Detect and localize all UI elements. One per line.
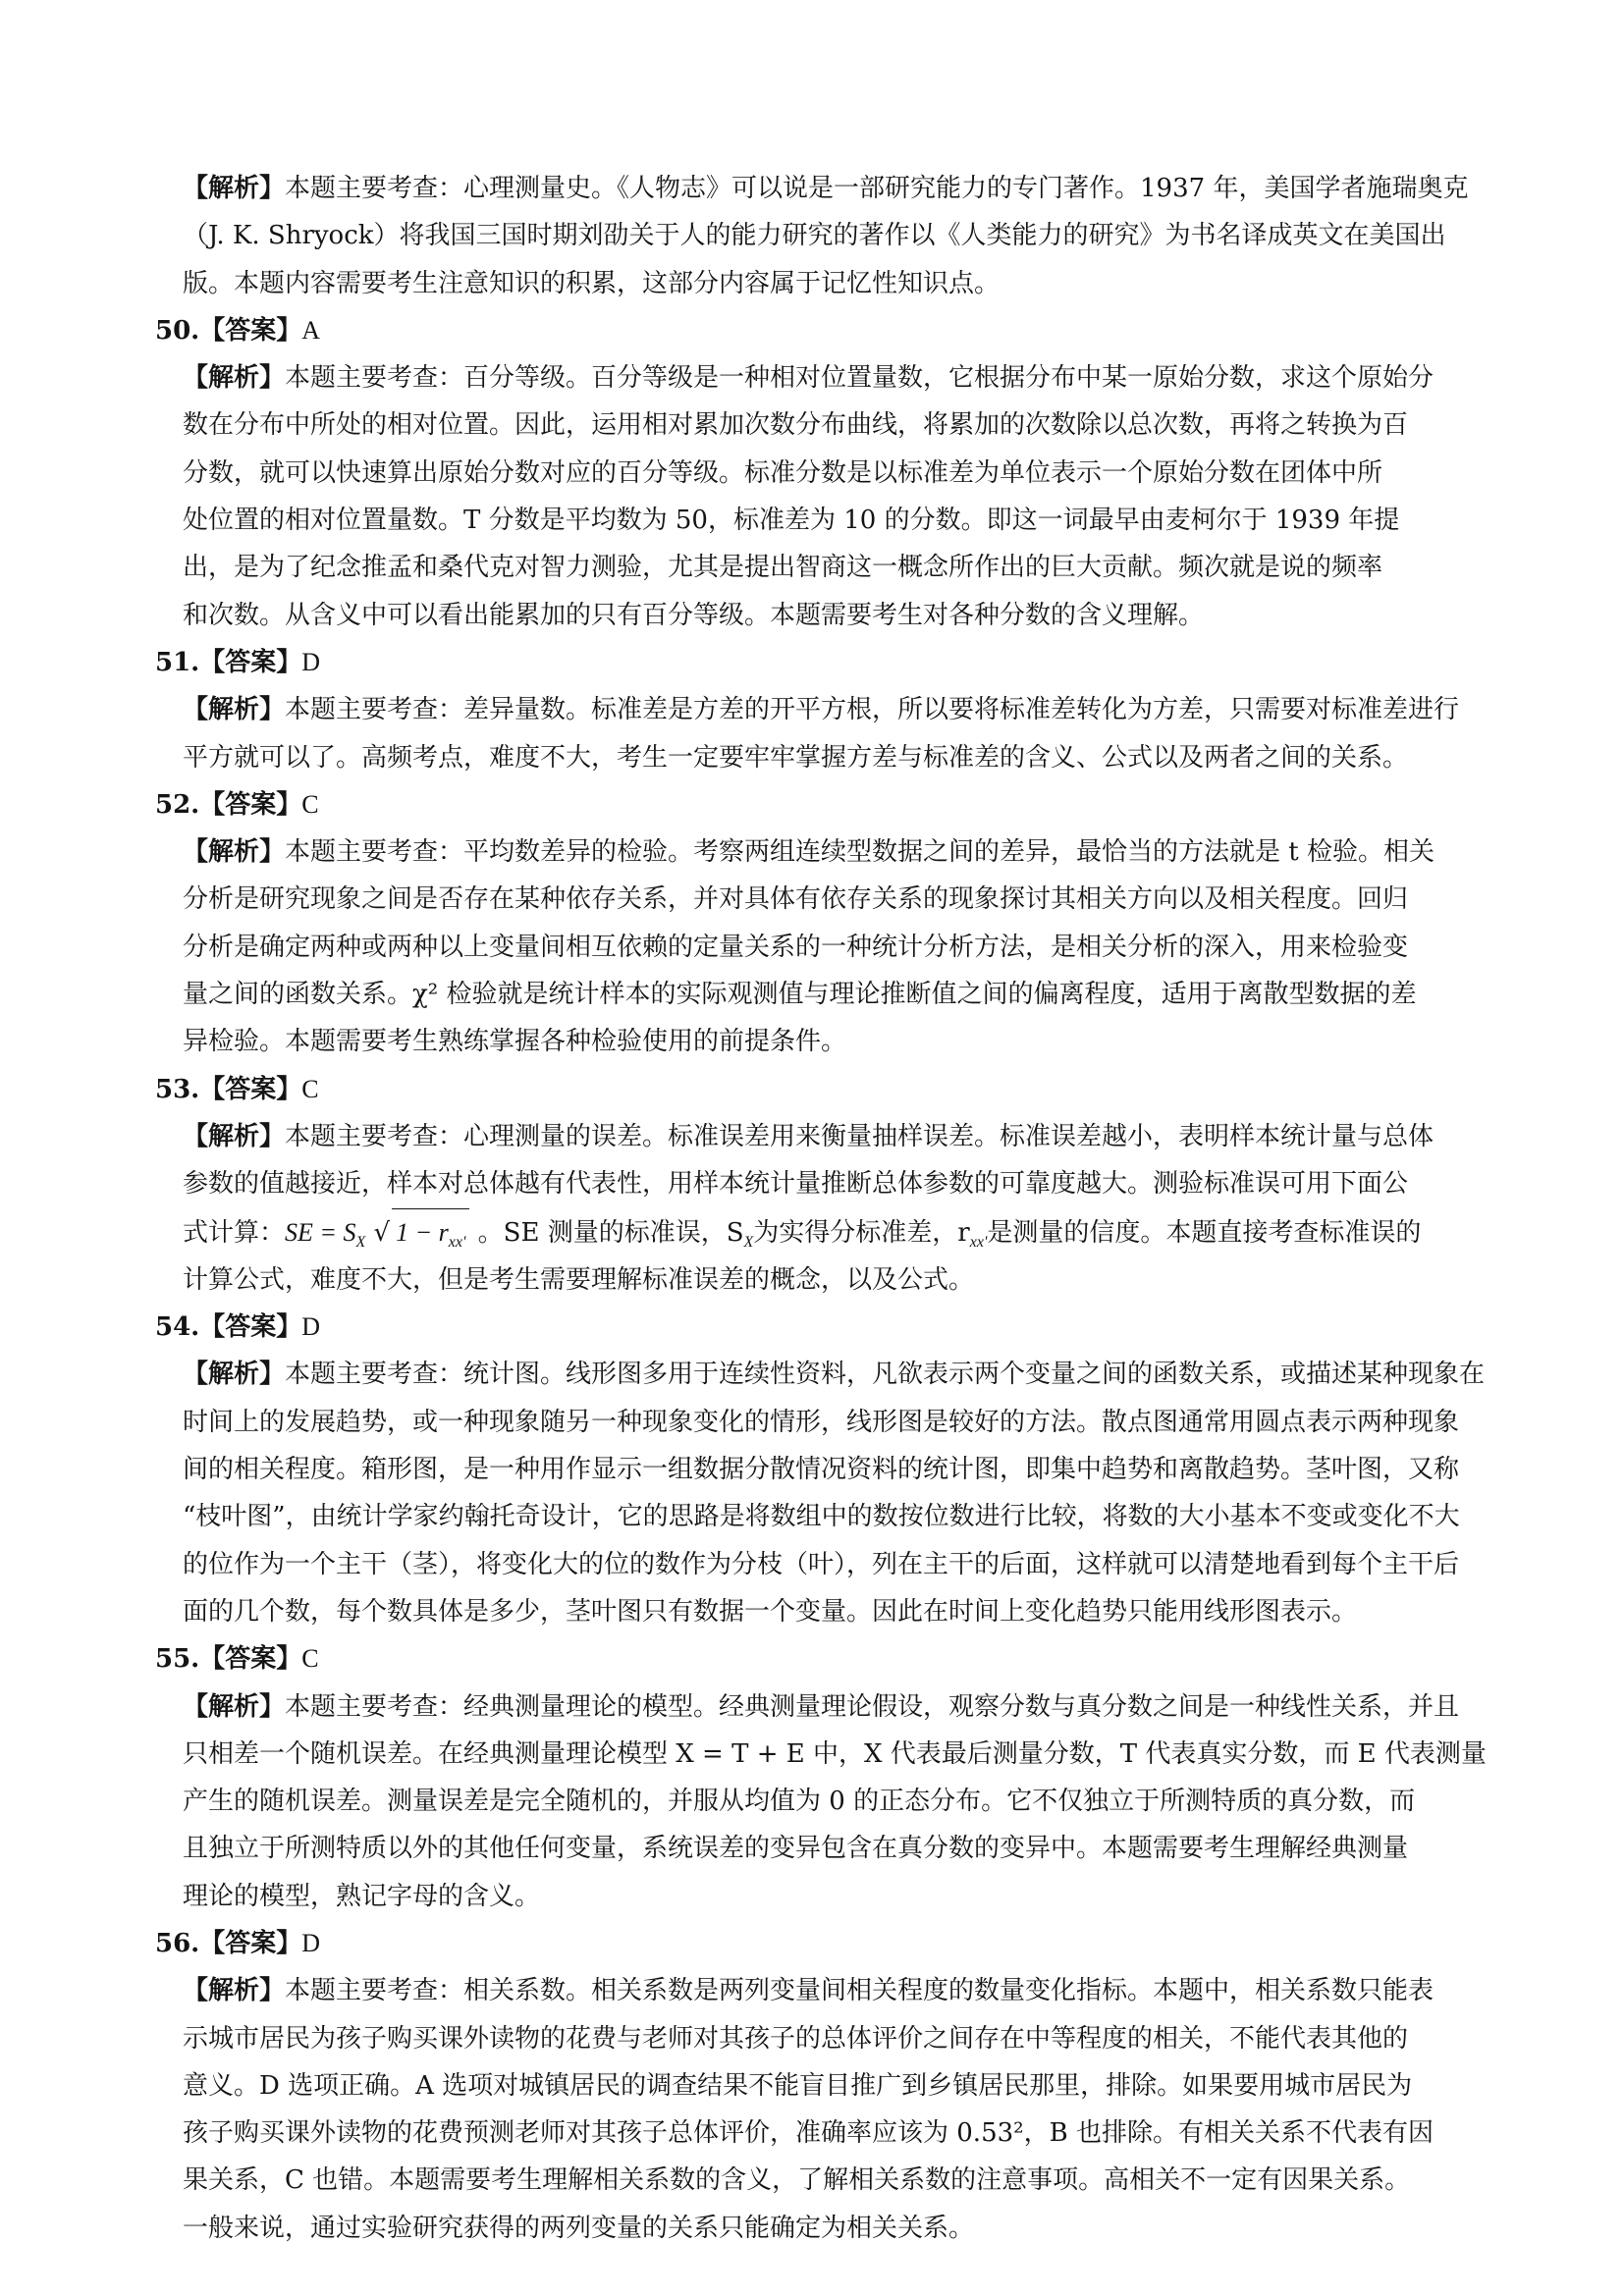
explanation-line (183, 1256, 1538, 1304)
explanation-label: 【解析】 (183, 1360, 286, 1390)
explanation-label: 【解析】 (183, 1121, 286, 1151)
explanation-line (183, 686, 1538, 733)
explanation-line (183, 1160, 1538, 1207)
explanation-line (183, 1825, 1538, 1872)
explanation-text: 本题主要考查：差异量数。标准差是方差的开平方根，所以要将标准差转化为方差，只需要对标准差进行 (285, 695, 1460, 725)
explanation-text: 计算公式，难度不大，但是考生需要理解标准误差的概念，以及公式。 (183, 1264, 975, 1295)
formula-suffix2-sub: xx' (969, 1233, 988, 1251)
explanation-text: 异检验。本题需要考生熟练掌握各种检验使用的前提条件。 (183, 1027, 847, 1057)
explanation-text: 本题主要考查：经典测量理论的模型。经典测量理论假设，观察分数与真分数之间是一种线性关系，并且 (285, 1691, 1460, 1722)
explanation-line (183, 2205, 1538, 2252)
explanation-text: 本题主要考查：相关系数。相关系数是两列变量间相关程度的数量变化指标。本题中，相关系数只能表 (285, 1976, 1435, 2006)
explanation-text: 的位作为一个主干（茎），将变化大的位的数作为分枝（叶），列在主干的后面，这样就可以清楚地看到每个主干后 (183, 1549, 1460, 1579)
answer-label: 50.【答案】 (155, 315, 302, 346)
explanation-line (183, 734, 1538, 781)
explanation-line (183, 401, 1538, 449)
explanation-label: 【解析】 (183, 1691, 286, 1722)
explanation-text: 本题主要考查：平均数差异的检验。考察两组连续型数据之间的差异，最恰当的方法就是 t 检验。相关 (285, 837, 1435, 868)
explanation-line (183, 1588, 1538, 1635)
explanation-line (183, 924, 1538, 971)
explanation-text: 本题主要考查：心理测量的误差。标准误差用来衡量抽样误差。标准误差越小，表明样本统计量与总体 (285, 1121, 1435, 1151)
answer-label: 51.【答案】 (155, 647, 302, 677)
explanation-text: 本题主要考查：统计图。线形图多用于连续性资料，凡欲表示两个变量之间的函数关系，或描述某种现象在 (285, 1360, 1486, 1390)
explanation-text: 示城市居民为孩子购买课外读物的花费与老师对其孩子的总体评价之间存在中等程度的相关，不能代表其他的 (183, 2023, 1409, 2054)
explanation-text: 版。本题内容需要考生注意知识的积累，这部分内容属于记忆性知识点。 (183, 268, 1001, 298)
explanation-line (183, 354, 1538, 401)
explanation-line (183, 497, 1538, 544)
explanation-line (183, 876, 1538, 923)
explanation-line (183, 1873, 1538, 1920)
answer-value: D (301, 647, 321, 676)
formula-suffix-sub: X (743, 1233, 754, 1251)
formula-sub: X (355, 1233, 366, 1251)
answer-value: C (301, 789, 319, 819)
explanation-line (183, 450, 1538, 497)
answer-label: 53.【答案】 (155, 1074, 302, 1104)
explanation-line (183, 2015, 1538, 2062)
explanation-line (183, 971, 1538, 1018)
explanation-line (183, 1446, 1538, 1493)
explanation-text: 量之间的函数关系。χ² 检验就是统计样本的实际观测值与理论推断值之间的偏离程度，适用于离散型数据的差 (183, 980, 1417, 1010)
explanation-text: “枝叶图”，由统计学家约翰托奇设计，它的思路是将数组中的数按位数进行比较，将数的大小基本不变或变化不大 (183, 1502, 1460, 1532)
explanation-text: 理论的模型，熟记字母的含义。 (183, 1881, 541, 1911)
explanation-line (183, 1778, 1538, 1825)
explanation-text: （J. K. Shryock）将我国三国时期刘劭关于人的能力研究的著作以《人类能力的研究》为书名译成英文在美国出 (183, 221, 1446, 251)
explanation-text: 一般来说，通过实验研究获得的两列变量的关系只能确定为相关关系。 (183, 2213, 975, 2243)
formula-line (183, 1208, 1538, 1256)
answer-line (155, 1920, 1538, 1967)
answer-label: 54.【答案】 (155, 1312, 302, 1343)
explanation-label: 【解析】 (183, 363, 286, 394)
explanation-line (183, 1683, 1538, 1731)
explanation-line (183, 828, 1538, 876)
explanation-line (183, 592, 1538, 639)
formula-se: SE = S (285, 1217, 356, 1247)
answer-explanations (155, 165, 1538, 2252)
explanation-text: 间的相关程度。箱形图，是一种用作显示一组数据分散情况资料的统计图，即集中趋势和离散趋势。茎叶图，又称 (183, 1455, 1460, 1485)
explanation-text: 果关系，C 也错。本题需要考生理解相关系数的含义，了解相关系数的注意事项。高相关不一定有因果关系。 (183, 2165, 1411, 2196)
explanation-line (183, 1967, 1538, 2014)
explanation-label: 【解析】 (183, 174, 286, 203)
formula-suffix3: 是测量的信度。本题直接考查标准误的 (987, 1217, 1422, 1248)
explanation-text: 处位置的相对位置量数。T 分数是平均数为 50，标准差为 10 的分数。即这一词最早由麦柯尔于 1939 年提 (183, 506, 1400, 536)
explanation-label: 【解析】 (183, 837, 286, 868)
answer-line (155, 1635, 1538, 1682)
answer-line (155, 781, 1538, 828)
explanation-text: 意义。D 选项正确。A 选项对城镇居民的调查结果不能盲目推广到乡镇居民那里，排除。如果要用城市居民为 (183, 2070, 1413, 2101)
explanation-line (183, 2062, 1538, 2109)
answer-label: 56.【答案】 (155, 1928, 302, 1958)
answer-line (155, 1304, 1538, 1351)
answer-value: A (301, 315, 321, 345)
explanation-text: 分数，就可以快速算出原始分数对应的百分等级。标准分数是以标准差为单位表示一个原始分数在团体中所 (183, 457, 1383, 488)
explanation-line (183, 1018, 1538, 1065)
answer-line (155, 639, 1538, 686)
explanation-line (183, 260, 1538, 307)
formula-prefix: 式计算： (183, 1217, 286, 1248)
answer-label: 52.【答案】 (155, 789, 302, 820)
radical-sign: √ (365, 1217, 391, 1248)
explanation-text: 孩子购买课外读物的花费预测老师对其孩子总体评价，准确率应该为 0.53²，B 也排除。有相关关系不代表有因 (183, 2118, 1434, 2149)
explanation-text: 本题主要考查：心理测量史。《人物志》可以说是一部研究能力的专门著作。1937 年，美国学者施瑞奥克 (285, 174, 1469, 203)
explanation-label: 【解析】 (183, 695, 286, 725)
explanation-text: 数在分布中所处的相对位置。因此，运用相对累加次数分布曲线，将累加的次数除以总次数，再将之转换为百 (183, 410, 1409, 441)
explanation-text: 平方就可以了。高频考点，难度不大，考生一定要牢牢掌握方差与标准差的含义、公式以及两者之间的关系。 (183, 742, 1409, 773)
explanation-text: 且独立于所测特质以外的其他任何变量，系统误差的变异包含在真分数的变异中。本题需要考生理解经典测量 (183, 1834, 1409, 1864)
formula-suffix: 。SE 测量的标准误，S (469, 1217, 744, 1248)
formula-root: $1 - r_{xx'}$ (392, 1208, 469, 1256)
explanation-line (183, 1493, 1538, 1540)
answer-line (155, 1066, 1538, 1113)
explanation-line (183, 1351, 1538, 1398)
explanation-text: 分析是确定两种或两种以上变量间相互依赖的定量关系的一种统计分析方法，是相关分析的深入，用来检验变 (183, 932, 1409, 962)
answer-value: C (301, 1644, 319, 1674)
explanation-line (183, 2157, 1538, 2204)
explanation-text: 产生的随机误差。测量误差是完全随机的，并服从均值为 0 的正态分布。它不仅独立于所测特质的真分数，而 (183, 1787, 1416, 1817)
explanation-line (183, 165, 1538, 212)
answer-value: D (301, 1928, 321, 1957)
explanation-text: 出，是为了纪念推孟和桑代克对智力测验，尤其是提出智商这一概念所作出的巨大贡献。频次就是说的频率 (183, 553, 1383, 583)
formula-root-sub: xx' (448, 1233, 466, 1251)
explanation-line (183, 1399, 1538, 1446)
answer-value: D (301, 1312, 321, 1342)
formula-suffix2: 为实得分标准差，r (753, 1217, 970, 1248)
answer-label: 55.【答案】 (155, 1644, 302, 1675)
explanation-line (183, 1731, 1538, 1778)
explanation-line (183, 1113, 1538, 1160)
answer-value: C (301, 1074, 319, 1103)
explanation-line (183, 2109, 1538, 2157)
explanation-label: 【解析】 (183, 1976, 286, 2006)
explanation-text: 本题主要考查：百分等级。百分等级是一种相对位置量数，它根据分布中某一原始分数，求这个原始分 (285, 363, 1435, 394)
explanation-text: 参数的值越接近，样本对总体越有代表性，用样本统计量推断总体参数的可靠度越大。测验标准误可用下面公 (183, 1169, 1409, 1200)
explanation-text: 面的几个数，每个数具体是多少，茎叶图只有数据一个变量。因此在时间上变化趋势只能用线形图表示。 (183, 1596, 1358, 1627)
explanation-text: 时间上的发展趋势，或一种现象随另一种现象变化的情形，线形图是较好的方法。散点图通常用圆点表示两种现象 (183, 1407, 1460, 1437)
explanation-text: 分析是研究现象之间是否存在某种依存关系，并对具体有依存关系的现象探讨其相关方向以及相关程度。回归 (183, 884, 1409, 915)
explanation-text: 只相差一个随机误差。在经典测量理论模型 X = T + E 中，X 代表最后测量分数，T 代表真实分数，而 E 代表测量 (183, 1738, 1487, 1769)
explanation-line (183, 544, 1538, 591)
explanation-line (183, 212, 1538, 259)
explanation-line (183, 1541, 1538, 1588)
answer-line (155, 307, 1538, 354)
explanation-text: 和次数。从含义中可以看出能累加的只有百分等级。本题需要考生对各种分数的含义理解。 (183, 600, 1205, 630)
